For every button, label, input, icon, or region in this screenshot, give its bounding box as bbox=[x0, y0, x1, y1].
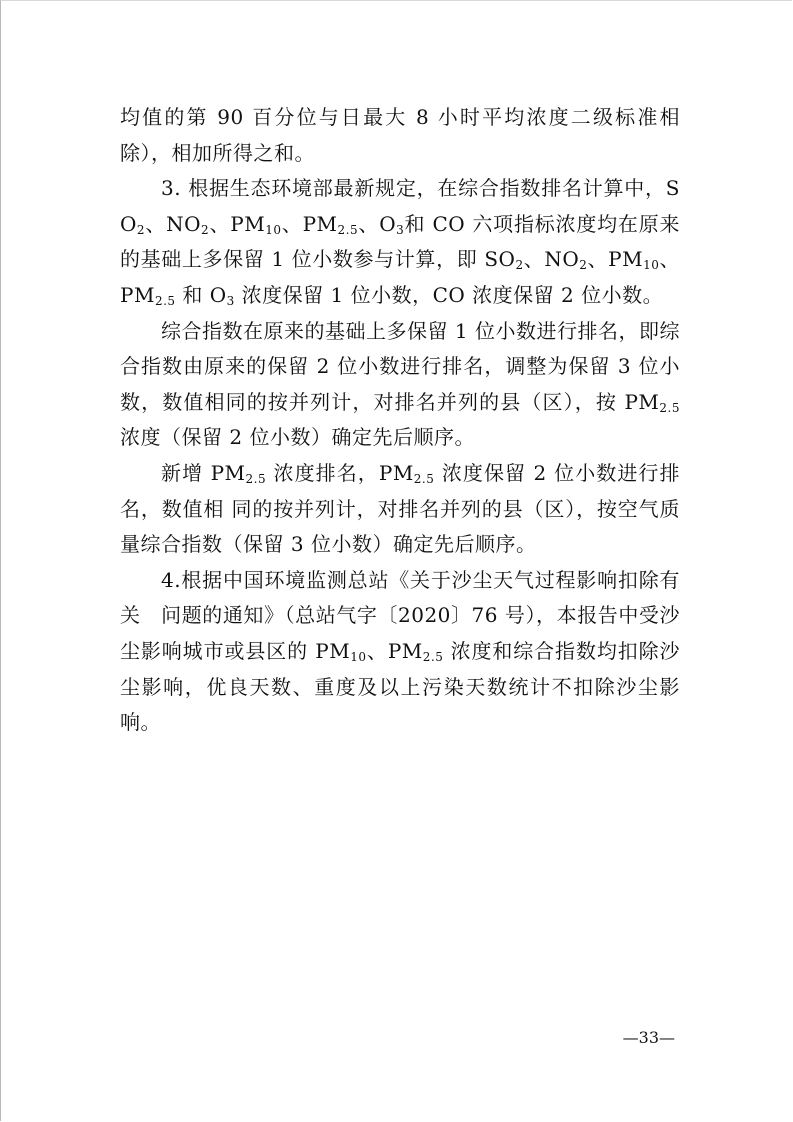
text-run: 新增 bbox=[161, 460, 211, 485]
text-run: 浓度和综合指数均扣除沙尘影响，优良天数、重度及以上污染天数统计不扣除沙尘影响。 bbox=[120, 638, 681, 735]
subscript: 2 bbox=[515, 258, 524, 273]
paragraph-composite-index bbox=[120, 314, 680, 456]
paragraph-pm25-ranking bbox=[120, 456, 680, 563]
text-run: 和 CO 六项指标浓度均在原来的基础上多保留 1 位小数参与计算，即 bbox=[120, 211, 681, 272]
separator: 、 bbox=[587, 247, 609, 272]
paragraph-text: 均值的第 90 百分位与日最大 8 小时平均浓度二级标准相除），相加所得之和。 bbox=[120, 105, 680, 165]
subscript: 3 bbox=[396, 222, 405, 237]
separator: 、 bbox=[145, 211, 167, 236]
separator: 、 bbox=[281, 211, 303, 236]
document-body bbox=[120, 100, 680, 741]
subscript: 10 bbox=[265, 222, 282, 237]
text-run: 浓度（保留 2 位小数）确定先后顺序。 bbox=[120, 425, 475, 450]
page-number: —33— bbox=[622, 1028, 675, 1047]
subscript: 2.5 bbox=[659, 400, 680, 415]
text-run: 4.根据中国环境监测总站《关于沙尘天气过程影响扣除有关 问题的通知》（总站气字〔2020〕76 号），本报告中受沙尘影响城市或县区的 bbox=[120, 567, 680, 663]
paragraph-item-3 bbox=[120, 171, 680, 313]
subscript: 2 bbox=[136, 222, 146, 237]
subscript: 2.5 bbox=[337, 222, 359, 237]
text-run: 浓度保留 2 位小数进行排名，数值相 同的按并列计，对排名并列的县（区），按空气质量综合指数（保留 3 位小数）确定先后顺序。 bbox=[120, 460, 680, 557]
subscript: 2.5 bbox=[154, 293, 176, 308]
pollutant-pm25: PM bbox=[302, 211, 338, 236]
separator: 、 bbox=[659, 247, 681, 272]
separator: 、 bbox=[523, 247, 545, 272]
pollutant-o3: O bbox=[379, 211, 397, 236]
subscript: 2 bbox=[201, 222, 210, 237]
paragraph-item-4 bbox=[120, 563, 680, 741]
subscript: 2.5 bbox=[422, 649, 444, 664]
text-run: 3. 根据生态环境部最新规定，在综合指数排名计算中， bbox=[161, 176, 666, 201]
pollutant-no2: NO bbox=[544, 247, 580, 272]
subscript: 10 bbox=[350, 649, 367, 664]
separator: 、 bbox=[366, 638, 388, 663]
pollutant-pm10: PM bbox=[315, 638, 351, 663]
subscript: 2 bbox=[579, 258, 588, 273]
pollutant-pm25: PM bbox=[210, 460, 246, 485]
pollutant-no2: NO bbox=[166, 211, 202, 236]
pollutant-pm25: PM bbox=[378, 460, 414, 485]
text-run: 浓度排名， bbox=[266, 460, 379, 485]
pollutant-pm25: PM bbox=[624, 389, 660, 414]
pollutant-o3: O bbox=[209, 282, 227, 307]
separator: 、 bbox=[209, 211, 231, 236]
text-run: 综合指数在原来的基础上多保留 1 位小数进行排名，即综合指数由原来的保留 2 位小数进行排名，调整为保留 3 位小数，数值相同的按并列计，对排名并列的县（区），按 bbox=[120, 318, 680, 414]
subscript: 10 bbox=[643, 258, 660, 273]
text-run: 浓度保留 1 位小数，CO 浓度保留 2 位小数。 bbox=[234, 282, 664, 307]
pollutant-pm10: PM bbox=[608, 247, 644, 272]
text-run: 和 bbox=[175, 282, 210, 307]
pollutant-so2: SO bbox=[120, 176, 680, 236]
subscript: 2.5 bbox=[413, 471, 435, 486]
subscript: 3 bbox=[226, 293, 235, 308]
paragraph-continuation bbox=[120, 100, 680, 171]
separator: 、 bbox=[358, 211, 380, 236]
pollutant-so2: SO bbox=[484, 247, 516, 272]
pollutant-pm25: PM bbox=[387, 638, 423, 663]
pollutant-pm25: PM bbox=[120, 282, 155, 307]
pollutant-pm10: PM bbox=[230, 211, 266, 236]
subscript: 2.5 bbox=[245, 471, 267, 486]
